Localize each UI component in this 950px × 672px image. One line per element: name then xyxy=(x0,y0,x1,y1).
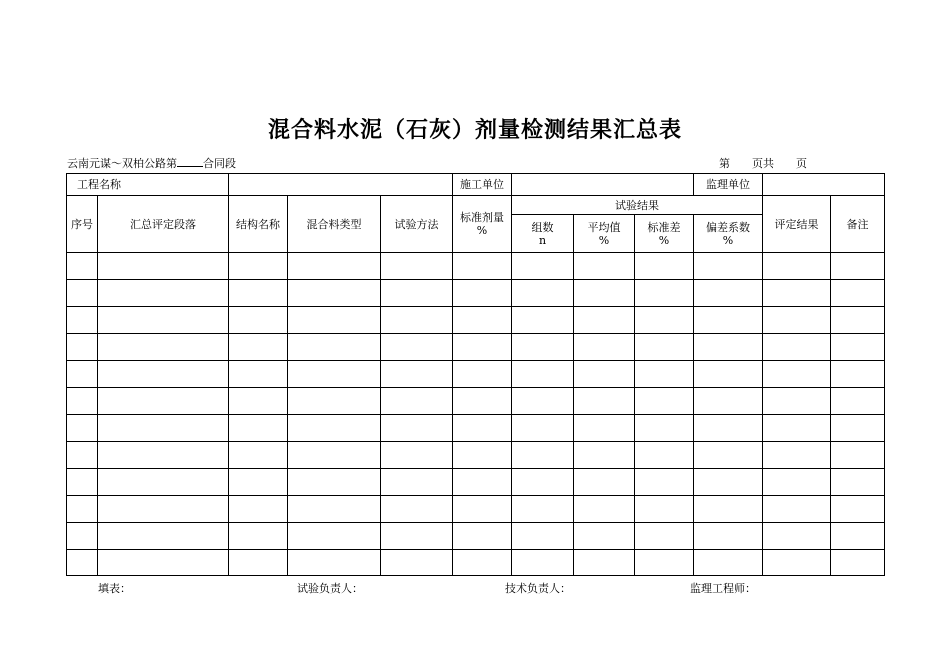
table-cell[interactable] xyxy=(67,523,98,550)
table-cell[interactable] xyxy=(288,307,381,334)
table-cell[interactable] xyxy=(229,415,288,442)
table-cell[interactable] xyxy=(67,334,98,361)
table-cell[interactable] xyxy=(512,388,574,415)
info-row xyxy=(67,174,885,196)
table-cell[interactable] xyxy=(288,388,381,415)
table-cell[interactable] xyxy=(694,550,763,576)
col-mix-type: 混合料类型 xyxy=(288,196,381,253)
table-cell[interactable] xyxy=(574,280,635,307)
col-structure: 结构名称 xyxy=(229,196,288,253)
table-cell[interactable] xyxy=(453,550,512,576)
table-cell[interactable] xyxy=(67,307,98,334)
table-cell[interactable] xyxy=(694,361,763,388)
table-cell[interactable] xyxy=(288,253,381,280)
footer-test-lead: 试验负责人： xyxy=(297,582,363,595)
supervision-unit-value[interactable] xyxy=(763,174,885,196)
col-seq: 序号 xyxy=(67,196,98,253)
table-cell[interactable] xyxy=(831,388,885,415)
table-cell[interactable] xyxy=(574,496,635,523)
table-cell[interactable] xyxy=(512,442,574,469)
table-cell[interactable] xyxy=(831,442,885,469)
table-cell[interactable] xyxy=(288,334,381,361)
supervision-unit-label: 监理单位 xyxy=(694,174,763,196)
table-cell[interactable] xyxy=(98,496,229,523)
col-group-count-unit: n xyxy=(538,233,547,247)
footer-tech-lead: 技术负责人： xyxy=(505,582,571,595)
table-cell[interactable] xyxy=(831,280,885,307)
table-row xyxy=(67,550,885,576)
contract-number-blank[interactable] xyxy=(177,157,203,167)
table-cell[interactable] xyxy=(67,415,98,442)
table-cell[interactable] xyxy=(453,523,512,550)
summary-table xyxy=(66,173,885,576)
col-std-dev-unit: % xyxy=(658,233,670,247)
table-cell[interactable] xyxy=(98,442,229,469)
table-cell[interactable] xyxy=(229,442,288,469)
col-group-count-label: 组数 xyxy=(531,220,554,234)
col-remarks: 备注 xyxy=(831,196,885,253)
table-cell[interactable] xyxy=(763,469,831,496)
table-cell[interactable] xyxy=(229,253,288,280)
table-cell[interactable] xyxy=(512,334,574,361)
table-cell[interactable] xyxy=(512,496,574,523)
table-cell[interactable] xyxy=(512,550,574,576)
col-section: 汇总评定段落 xyxy=(98,196,229,253)
col-method: 试验方法 xyxy=(381,196,453,253)
page-info: 第 页共 页 xyxy=(719,157,807,170)
table-cell[interactable] xyxy=(694,307,763,334)
table-cell[interactable] xyxy=(67,388,98,415)
project-name-label: 工程名称 xyxy=(67,174,229,196)
table-cell[interactable] xyxy=(453,280,512,307)
footer-filler: 填表： xyxy=(98,582,131,595)
table-cell[interactable] xyxy=(98,307,229,334)
table-cell[interactable] xyxy=(763,361,831,388)
table-cell[interactable] xyxy=(831,469,885,496)
table-cell[interactable] xyxy=(694,496,763,523)
table-cell[interactable] xyxy=(574,253,635,280)
table-cell[interactable] xyxy=(288,496,381,523)
table-cell[interactable] xyxy=(635,253,694,280)
table-cell[interactable] xyxy=(288,469,381,496)
table-cell[interactable] xyxy=(98,361,229,388)
table-cell[interactable] xyxy=(381,415,453,442)
table-cell[interactable] xyxy=(574,442,635,469)
table-cell[interactable] xyxy=(381,388,453,415)
table-cell[interactable] xyxy=(453,334,512,361)
table-cell[interactable] xyxy=(574,415,635,442)
table-cell[interactable] xyxy=(229,550,288,576)
table-cell[interactable] xyxy=(98,253,229,280)
table-cell[interactable] xyxy=(831,550,885,576)
table-cell[interactable] xyxy=(694,415,763,442)
table-cell[interactable] xyxy=(635,469,694,496)
table-cell[interactable] xyxy=(453,253,512,280)
table-cell[interactable] xyxy=(512,523,574,550)
table-row xyxy=(67,415,885,442)
table-cell[interactable] xyxy=(453,361,512,388)
table-cell[interactable] xyxy=(635,361,694,388)
table-cell[interactable] xyxy=(635,307,694,334)
table-cell[interactable] xyxy=(229,523,288,550)
table-cell[interactable] xyxy=(453,415,512,442)
table-cell[interactable] xyxy=(763,442,831,469)
construction-unit-label: 施工单位 xyxy=(453,174,512,196)
table-cell[interactable] xyxy=(288,280,381,307)
construction-unit-value[interactable] xyxy=(512,174,694,196)
table-cell[interactable] xyxy=(381,469,453,496)
column-header-row xyxy=(67,196,885,215)
table-cell[interactable] xyxy=(381,334,453,361)
table-cell[interactable] xyxy=(763,415,831,442)
table-cell[interactable] xyxy=(635,415,694,442)
table-cell[interactable] xyxy=(453,388,512,415)
table-cell[interactable] xyxy=(574,388,635,415)
col-mean-label: 平均值 xyxy=(587,220,621,234)
table-cell[interactable] xyxy=(67,361,98,388)
table-cell[interactable] xyxy=(694,334,763,361)
table-cell[interactable] xyxy=(453,307,512,334)
table-cell[interactable] xyxy=(831,496,885,523)
table-cell[interactable] xyxy=(98,550,229,576)
table-cell[interactable] xyxy=(98,388,229,415)
table-cell[interactable] xyxy=(635,280,694,307)
table-row xyxy=(67,442,885,469)
table-cell[interactable] xyxy=(381,307,453,334)
col-group-count xyxy=(512,215,574,253)
table-row xyxy=(67,334,885,361)
col-mean-unit: % xyxy=(598,233,610,247)
col-std-dose xyxy=(453,196,512,253)
table-row xyxy=(67,361,885,388)
col-cv-label: 偏差系数 xyxy=(706,220,751,234)
table-cell[interactable] xyxy=(381,253,453,280)
table-cell[interactable] xyxy=(67,253,98,280)
table-cell[interactable] xyxy=(381,523,453,550)
table-cell[interactable] xyxy=(288,523,381,550)
table-cell[interactable] xyxy=(512,469,574,496)
project-name-value[interactable] xyxy=(229,174,453,196)
col-std-dev-label: 标准差 xyxy=(647,220,681,234)
table-cell[interactable] xyxy=(574,469,635,496)
table-row xyxy=(67,253,885,280)
table-cell[interactable] xyxy=(635,388,694,415)
table-row xyxy=(67,280,885,307)
table-row xyxy=(67,523,885,550)
table-cell[interactable] xyxy=(831,334,885,361)
table-cell[interactable] xyxy=(574,307,635,334)
table-cell[interactable] xyxy=(229,469,288,496)
table-row xyxy=(67,388,885,415)
table-cell[interactable] xyxy=(574,550,635,576)
table-cell[interactable] xyxy=(694,523,763,550)
table-cell[interactable] xyxy=(831,361,885,388)
col-cv-unit: % xyxy=(722,233,734,247)
table-cell[interactable] xyxy=(381,550,453,576)
table-cell[interactable] xyxy=(98,469,229,496)
table-row xyxy=(67,307,885,334)
table-cell[interactable] xyxy=(763,307,831,334)
table-cell[interactable] xyxy=(635,334,694,361)
table-cell[interactable] xyxy=(453,442,512,469)
table-cell[interactable] xyxy=(229,307,288,334)
table-cell[interactable] xyxy=(67,469,98,496)
table-cell[interactable] xyxy=(98,523,229,550)
table-cell[interactable] xyxy=(381,280,453,307)
page-title: 混合料水泥（石灰）剂量检测结果汇总表 xyxy=(267,118,682,143)
table-cell[interactable] xyxy=(229,496,288,523)
table-cell[interactable] xyxy=(635,523,694,550)
col-evaluation: 评定结果 xyxy=(763,196,831,253)
table-cell[interactable] xyxy=(381,496,453,523)
table-cell[interactable] xyxy=(574,334,635,361)
table-cell[interactable] xyxy=(694,469,763,496)
table-cell[interactable] xyxy=(288,442,381,469)
col-mean xyxy=(574,215,635,253)
table-cell[interactable] xyxy=(574,523,635,550)
table-cell[interactable] xyxy=(831,415,885,442)
table-row xyxy=(67,469,885,496)
table-cell[interactable] xyxy=(67,550,98,576)
table-cell[interactable] xyxy=(381,442,453,469)
project-prefix: 云南元谋～双柏公路第 xyxy=(67,157,177,170)
project-line xyxy=(67,155,236,171)
table-cell[interactable] xyxy=(229,334,288,361)
table-cell[interactable] xyxy=(288,550,381,576)
table-cell[interactable] xyxy=(229,280,288,307)
col-results-group: 试验结果 xyxy=(512,196,763,215)
table-cell[interactable] xyxy=(831,253,885,280)
table-cell[interactable] xyxy=(635,550,694,576)
table-cell[interactable] xyxy=(512,307,574,334)
table-cell[interactable] xyxy=(694,442,763,469)
table-cell[interactable] xyxy=(512,280,574,307)
table-cell[interactable] xyxy=(831,307,885,334)
table-cell[interactable] xyxy=(67,442,98,469)
table-cell[interactable] xyxy=(98,280,229,307)
table-cell[interactable] xyxy=(763,496,831,523)
table-cell[interactable] xyxy=(453,496,512,523)
table-cell[interactable] xyxy=(512,415,574,442)
table-cell[interactable] xyxy=(635,442,694,469)
col-std-dev xyxy=(635,215,694,253)
table-cell[interactable] xyxy=(288,361,381,388)
table-cell[interactable] xyxy=(763,550,831,576)
table-cell[interactable] xyxy=(67,496,98,523)
std-dose-label: 标准剂量 xyxy=(460,211,505,224)
table-cell[interactable] xyxy=(512,361,574,388)
table-cell[interactable] xyxy=(635,496,694,523)
table-cell[interactable] xyxy=(763,523,831,550)
table-cell[interactable] xyxy=(694,388,763,415)
table-cell[interactable] xyxy=(763,388,831,415)
table-cell[interactable] xyxy=(694,253,763,280)
table-cell[interactable] xyxy=(694,280,763,307)
std-dose-unit: % xyxy=(476,224,488,237)
table-row xyxy=(67,496,885,523)
table-cell[interactable] xyxy=(98,334,229,361)
table-cell[interactable] xyxy=(229,361,288,388)
table-cell[interactable] xyxy=(574,361,635,388)
table-cell[interactable] xyxy=(98,415,229,442)
table-cell[interactable] xyxy=(67,280,98,307)
table-cell[interactable] xyxy=(229,388,288,415)
table-cell[interactable] xyxy=(288,415,381,442)
col-cv xyxy=(694,215,763,253)
footer-supervisor: 监理工程师： xyxy=(690,582,756,595)
table-cell[interactable] xyxy=(453,469,512,496)
table-cell[interactable] xyxy=(763,334,831,361)
table-cell[interactable] xyxy=(512,253,574,280)
table-cell[interactable] xyxy=(381,361,453,388)
project-suffix: 合同段 xyxy=(203,157,236,170)
table-cell[interactable] xyxy=(831,523,885,550)
table-cell[interactable] xyxy=(763,280,831,307)
table-cell[interactable] xyxy=(763,253,831,280)
